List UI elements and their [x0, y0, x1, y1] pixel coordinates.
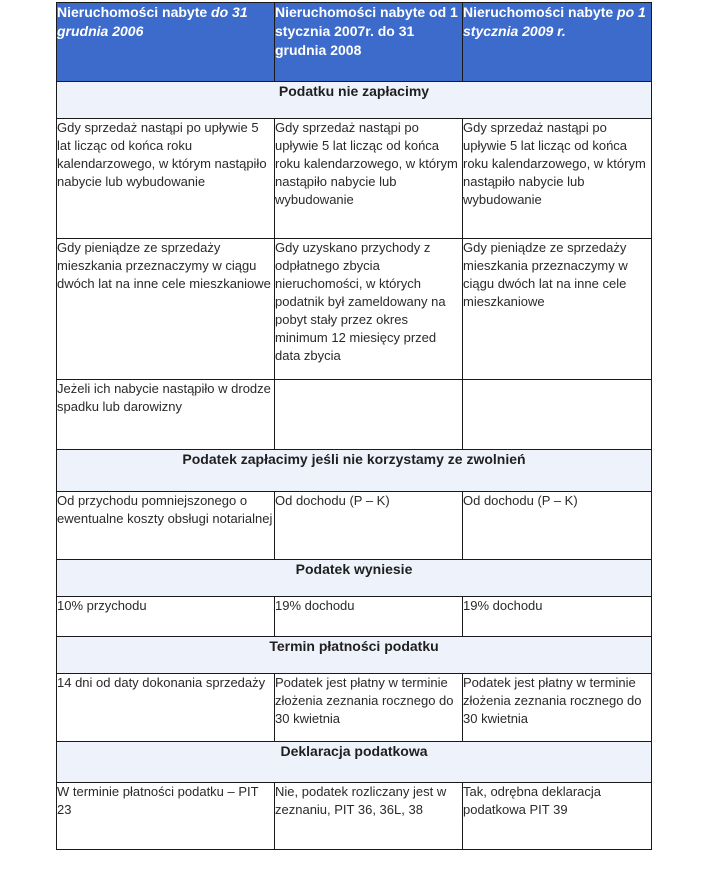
table-cell: 10% przychodu	[57, 597, 275, 637]
table-cell: Jeżeli ich nabycie nastąpiło w drodze spadku lub darowizny	[57, 380, 275, 450]
section-title-tax-amount: Podatek wyniesie	[57, 560, 652, 597]
table-cell: Tak, odrębna deklaracja podatkowa PIT 39	[463, 783, 652, 850]
table-cell: 19% dochodu	[275, 597, 463, 637]
section-row-declaration	[57, 742, 652, 783]
header-row	[57, 3, 652, 82]
table-cell: 14 dni od daty dokonania sprzedaży	[57, 674, 275, 742]
table-cell: Od dochodu (P – K)	[463, 492, 652, 560]
section-row-tax-amount	[57, 560, 652, 597]
section-row-payment-deadline	[57, 637, 652, 674]
table-cell: Od przychodu pomniejszonego o ewentualne koszty obsługi notarialnej	[57, 492, 275, 560]
table-row	[57, 674, 652, 742]
header-col-2009-text: Nieruchomości nabyte	[463, 4, 618, 20]
table-cell: Gdy sprzedaż nastąpi po upływie 5 lat licząc od końca roku kalendarzowego, w którym nastąpiło nabycie lub wybudowanie	[57, 119, 275, 239]
header-col-2007-2008: Nieruchomości nabyte od 1 stycznia 2007r. do 31 grudnia 2008	[275, 3, 463, 82]
section-title-no-tax: Podatku nie zapłacimy	[57, 82, 652, 119]
table-cell: W terminie płatności podatku – PIT 23	[57, 783, 275, 850]
section-title-payment-deadline: Termin płatności podatku	[57, 637, 652, 674]
table-cell: Podatek jest płatny w terminie złożenia zeznania rocznego do 30 kwietnia	[275, 674, 463, 742]
tax-comparison-table	[56, 2, 652, 850]
table-cell: Gdy sprzedaż nastąpi po upływie 5 lat licząc od końca roku kalendarzowego, w którym nastąpiło nabycie lub wybudowanie	[463, 119, 652, 239]
section-row-no-tax	[57, 82, 652, 119]
table-cell: Gdy pieniądze ze sprzedaży mieszkania przeznaczymy w ciągu dwóch lat na inne cele mieszkaniowe	[463, 239, 652, 380]
section-title-declaration: Deklaracja podatkowa	[57, 742, 652, 783]
section-row-tax-paid	[57, 450, 652, 492]
header-col-2006-date: do 31 grudnia 2006	[57, 4, 248, 39]
table-row	[57, 492, 652, 560]
header-col-2006	[57, 3, 275, 82]
header-col-2006-text: Nieruchomości nabyte	[57, 4, 212, 20]
table-row	[57, 783, 652, 850]
table-cell: Gdy sprzedaż nastąpi po upływie 5 lat licząc od końca roku kalendarzowego, w którym nastąpiło nabycie lub wybudowanie	[275, 119, 463, 239]
table-cell: Gdy uzyskano przychody z odpłatnego zbycia nieruchomości, w których podatnik był zameldowany na pobyt stały przez okres minimum 12 miesięcy przed data zbycia	[275, 239, 463, 380]
table-cell-empty	[275, 380, 463, 450]
table-row	[57, 380, 652, 450]
table-row	[57, 239, 652, 380]
table-row	[57, 597, 652, 637]
header-col-2009	[463, 3, 652, 82]
table-cell: Nie, podatek rozliczany jest w zeznaniu, PIT 36, 36L, 38	[275, 783, 463, 850]
header-col-2009-date: po 1 stycznia 2009 r.	[463, 4, 646, 39]
section-title-tax-paid: Podatek zapłacimy jeśli nie korzystamy ze zwolnień	[57, 450, 652, 492]
table-row	[57, 119, 652, 239]
table-cell: Podatek jest płatny w terminie złożenia zeznania rocznego do 30 kwietnia	[463, 674, 652, 742]
table-cell-empty	[463, 380, 652, 450]
table-cell: 19% dochodu	[463, 597, 652, 637]
table-cell: Gdy pieniądze ze sprzedaży mieszkania przeznaczymy w ciągu dwóch lat na inne cele mieszkaniowe	[57, 239, 275, 380]
table-cell: Od dochodu (P – K)	[275, 492, 463, 560]
